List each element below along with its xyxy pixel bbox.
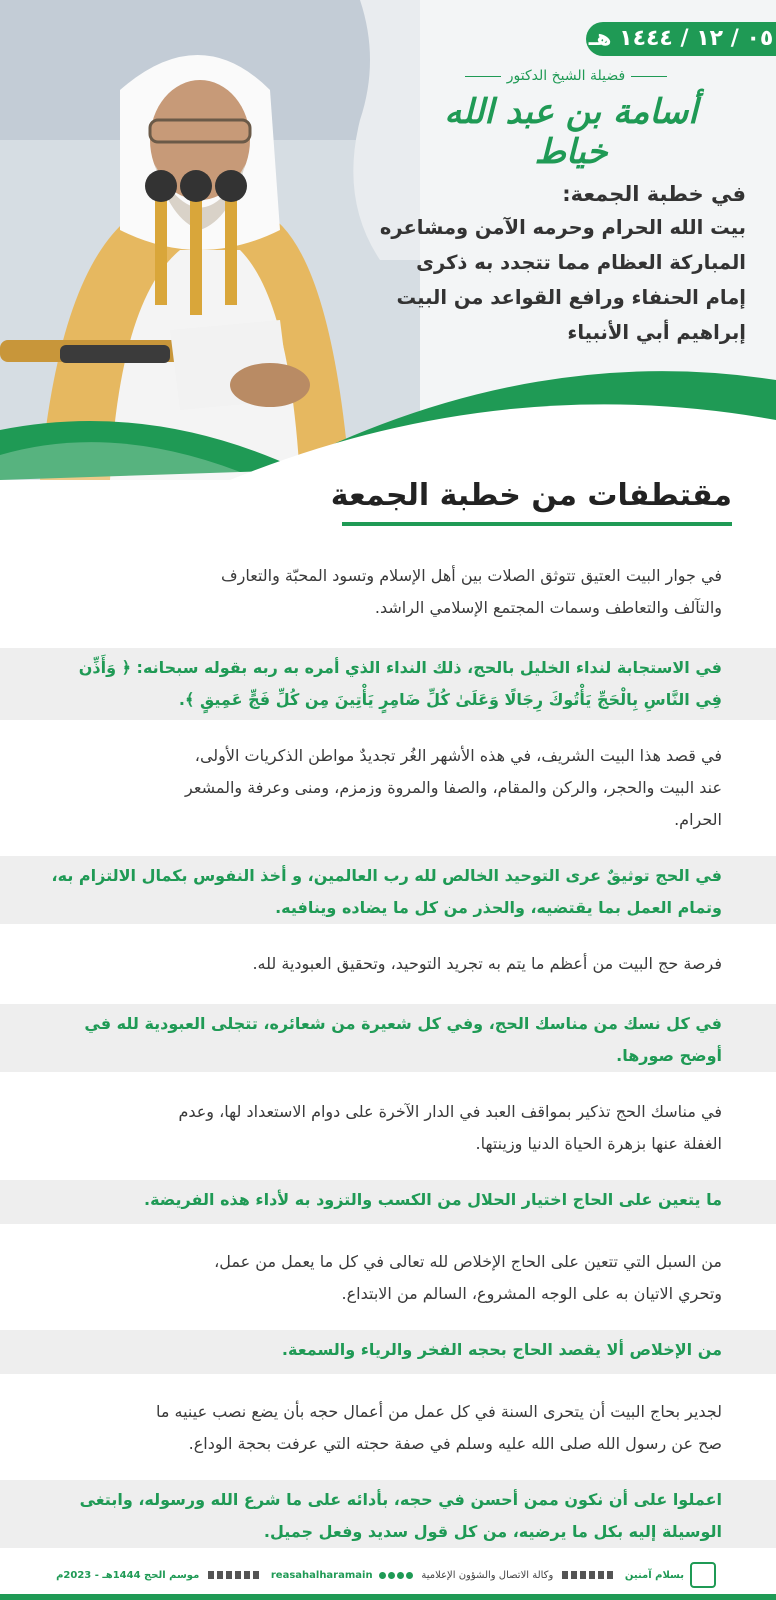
quote-item: لجدير بحاج البيت أن يتحرى السنة في كل عمل من أعمال حجه بأن يضع نصب عينيه ما صح عن رسول الله صلى الله عليه وسلم في صفة حجته التي عرفت بحجة الوداع. (0, 1382, 776, 1474)
footer-strip (56, 1562, 716, 1588)
kaaba-logo-icon (690, 1562, 716, 1588)
quote-item: من السبل التي تتعين على الحاج الإخلاص لله تعالى في كل ما يعمل من عمل، وتحري الاتيان به على الوجه المشروع، السالم من الابتداع. (0, 1232, 776, 1324)
quote-item: في الحج توثيقٌ عرى التوحيد الخالص لله رب العالمين، و أخذ النفوس بكمال الالتزام به، وتمام العمل بما يقتضيه، والحذر من كل ما يضاده وينافيه. (0, 856, 776, 924)
quote-item: اعملوا على أن نكون ممن أحسن في حجه، بأدائه على ما شرع الله ورسوله، وابتغى الوسيلة إليه بكل ما يرضيه، من كل قول سديد وفعل جميل. (0, 1480, 776, 1548)
quote-item: في قصد هذا البيت الشريف، في هذه الأشهر الغُر تجديدٌ مواطن الذكريات الأولى، عند البيت والحجر، والركن والمقام، والصفا والمروة وزمزم، ومنى وعرفة والمشعر الحرام. (0, 728, 776, 848)
quote-item: ما يتعين على الحاج اختيار الحلال من الكسب والتزود به لأداء هذه الفريضة. (0, 1180, 776, 1224)
quote-item: من الإخلاص ألا يقصد الحاج بحجه الفخر والرياء والسمعة. (0, 1330, 776, 1374)
footer-agency: وكالة الاتصال والشؤون الإعلامية (421, 1569, 554, 1581)
decorative-bar-icon (208, 1571, 262, 1579)
quote-item: في كل نسك من مناسك الحج، وفي كل شعيرة من شعائره، تتجلى العبودية لله في أوضح صورها. (0, 1004, 776, 1072)
footer-season: موسم الحج 1444هـ - 2023م (56, 1569, 200, 1581)
footer-brand: بسلام آمنين (625, 1562, 716, 1588)
sheikh-name-calligraphy: أسامة بن عبد الله خياط (444, 92, 698, 172)
footer-green-line (0, 1594, 776, 1600)
sheikh-title: فضيلة الشيخ الدكتور (446, 68, 686, 84)
hijri-date-badge: ٠٥ / ١٢ / ١٤٤٤ هـ (586, 22, 776, 56)
social-icons (379, 1572, 413, 1579)
section-title: مقتطفات من خطبة الجمعة (330, 478, 732, 513)
hero-banner (0, 0, 776, 480)
footer (0, 1548, 776, 1600)
khutba-heading: في خطبة الجمعة: (562, 182, 746, 206)
decorative-bar-icon (562, 1571, 616, 1579)
quote-item: في مناسك الحج تذكير بمواقف العبد في الدار الآخرة على دوام الاستعداد لها، وعدم الغفلة عنها بزهرة الحياة الدنيا وزينتها. (0, 1082, 776, 1174)
khutba-summary: بيت الله الحرام وحرمه الآمن ومشاعره المباركة العظام مما تتجدد به ذكرى إمام الحنفاء ورافع القواعد من البيت إبراهيم أبي الأنبياء (379, 216, 746, 344)
quote-item: في جوار البيت العتيق تتوثق الصلات بين أهل الإسلام وتسود المحبّة والتعارف والتآلف والتعاطف وسمات المجتمع الإسلامي الراشد. (0, 548, 776, 640)
quote-item: في الاستجابة لنداء الخليل بالحج، ذلك النداء الذي أمره به ربه بقوله سبحانه: ﴿ وَأَذِّن فِي النَّاسِ بِالْحَجِّ يَأْتُوكَ رِجَالًا وَعَلَىٰ كُلِّ ضَامِرٍ يَأْتِينَ مِن كُلِّ فَجٍّ عَمِيقٍ ﴾. (0, 648, 776, 720)
section-underline (342, 522, 732, 526)
footer-social: reasahalharamain (271, 1570, 413, 1581)
quote-item: فرصة حج البيت من أعظم ما يتم به تجريد التوحيد، وتحقيق العبودية لله. (0, 934, 776, 996)
